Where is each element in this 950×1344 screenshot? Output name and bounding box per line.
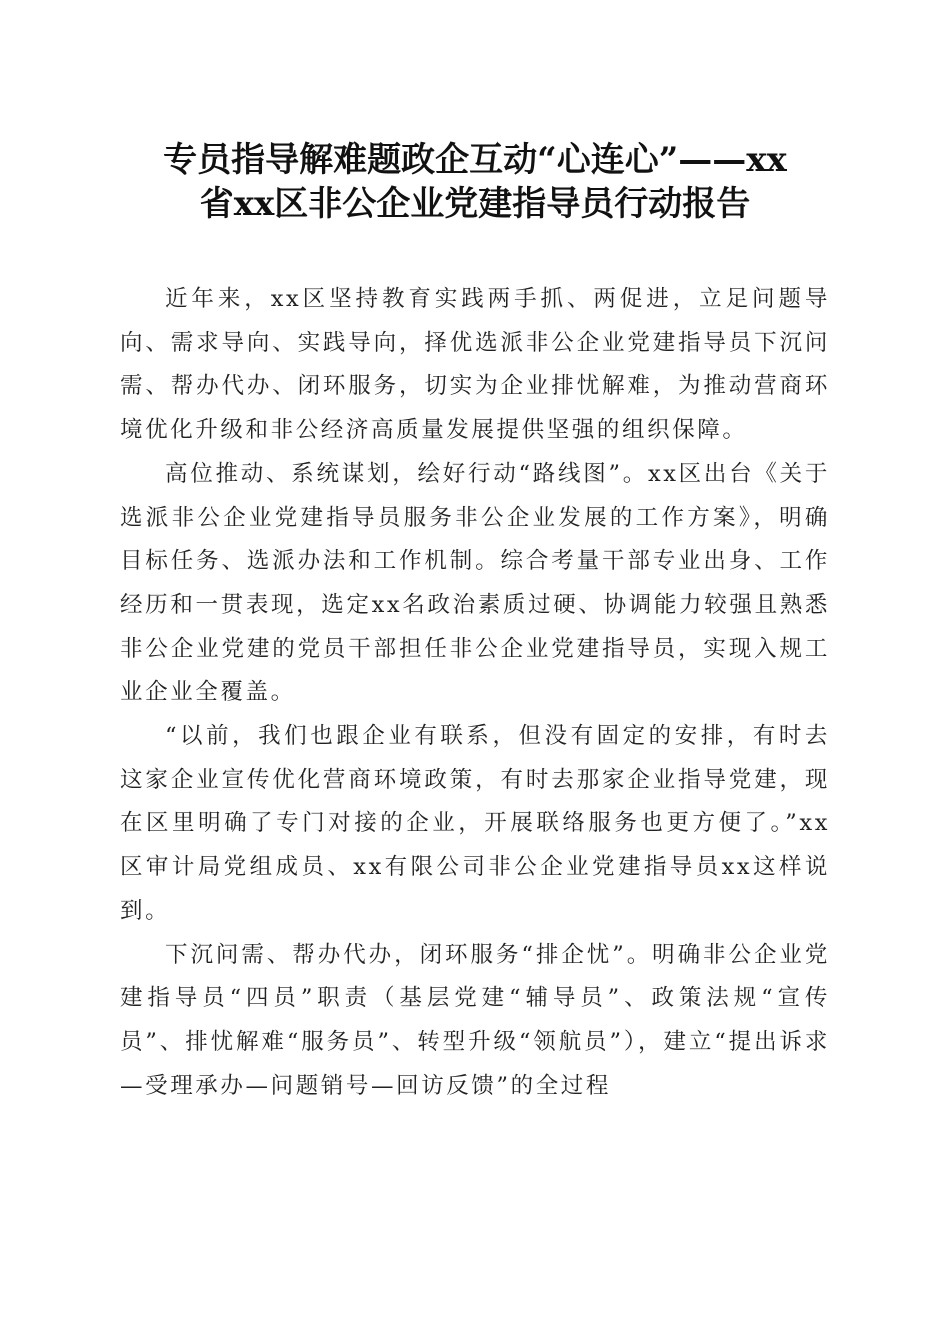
paragraph-quote: “以前，我们也跟企业有联系，但没有固定的安排，有时去这家企业宣传优化营商环境政策，有时去那家企业指导党建，现在区里明确了专门对接的企业，开展联络服务也更方便了。”xx区审计局党组成员、xx有限公司非公企业党建指导员xx这样说到。 (120, 723, 830, 924)
paragraph-intro: 近年来，xx区坚持教育实践两手抓、两促进，立足问题导向、需求导向、实践导向，择优选派非公企业党建指导员下沉问需、帮办代办、闭环服务，切实为企业排忧解难，为推动营商环境优化升级和非公经济高质量发展提供坚强的组织保障。 (120, 286, 830, 444)
paragraph-service: 下沉问需、帮办代办，闭环服务“排企忧”。明确非公企业党建指导员“四员”职责（基层党建“辅导员”、政策法规“宣传员”、排忧解难“服务员”、转型升级“领航员”），建立“提出诉求—受理承办—问题销号—回访反馈”的全过程 (120, 941, 830, 1099)
title-line-2: 省xx区非公企业党建指导员行动报告 (199, 184, 751, 224)
document-title (110, 138, 840, 226)
title-line-1: 专员指导解难题政企互动“心连心”——xx (163, 140, 787, 180)
paragraph-planning: 高位推动、系统谋划，绘好行动“路线图”。xx区出台《关于选派非公企业党建指导员服务非公企业发展的工作方案》，明确目标任务、选派办法和工作机制。综合考量干部专业出身、工作经历和一贯表现，选定xx名政治素质过硬、协调能力较强且熟悉非公企业党建的党员干部担任非公企业党建指导员，实现入规工业企业全覆盖。 (120, 460, 830, 706)
document-body (120, 278, 830, 1108)
